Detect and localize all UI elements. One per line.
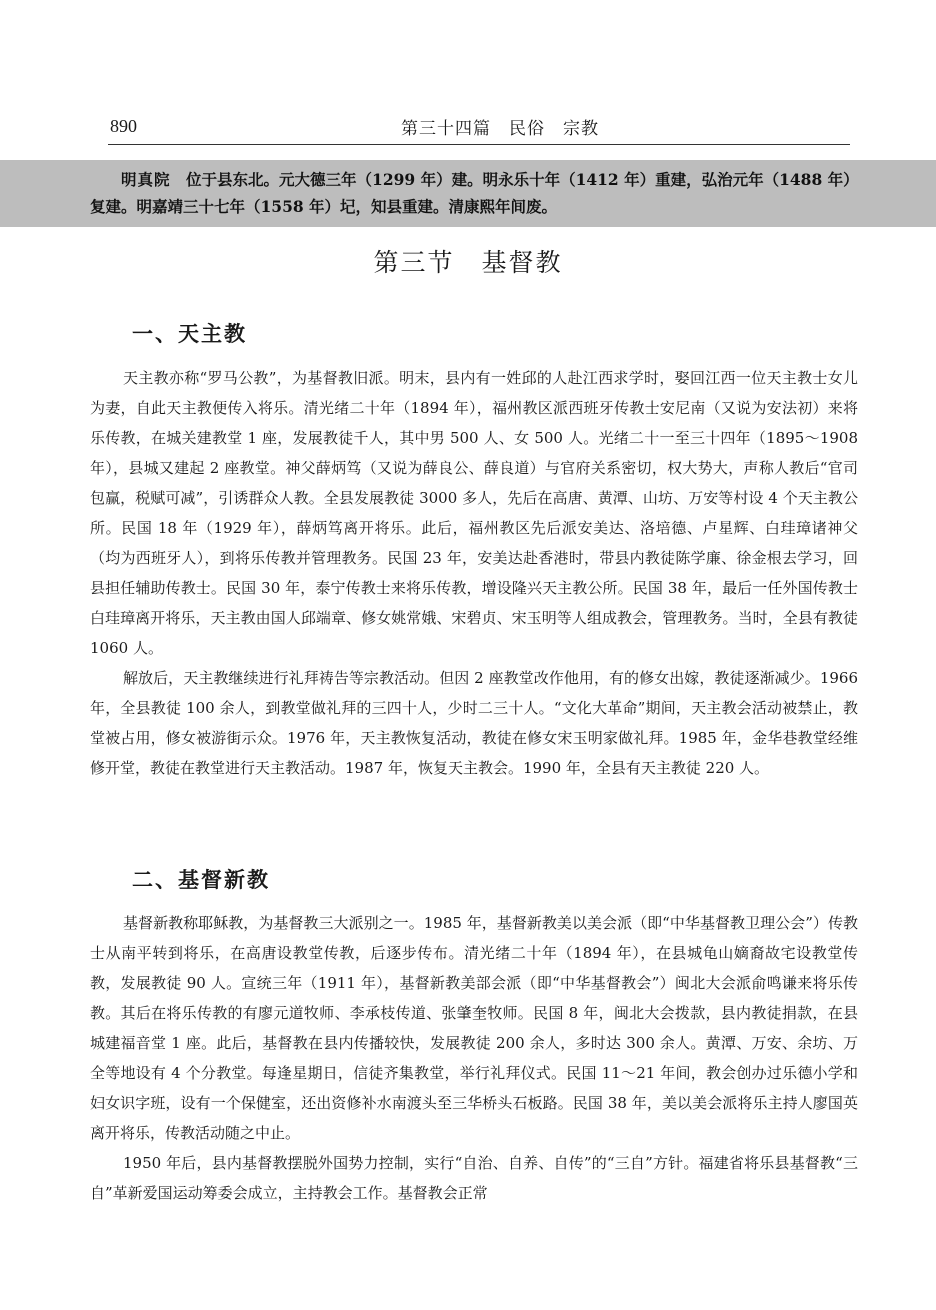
section-title: 第三节 基督教 bbox=[373, 248, 563, 277]
heading-protestant: 二、基督新教 bbox=[132, 867, 270, 892]
heading-catholic: 一、天主教 bbox=[132, 321, 247, 346]
protestant-paragraph-1: 基督新教称耶稣教，为基督教三大派别之一。1985 年，基督新教美以美会派（即“中华基督教卫理公会”）传教士从南平转到将乐，在高唐设教堂传教，后逐步传布。清光绪二十年（1894 年），在县城龟山嫡裔故宅设教堂传教，发展教徒 90 人。宣统三年（1911 年），基督新教美部会派（即“中华基督教会”）闽北大会派俞鸣谦来将乐传教。其后在将乐传教的有廖元道牧师、李承枝传道、张肇奎牧师。民国 8 年，闽北大会拨款，县内教徒捐款，在县城建福音堂 1 座。此后，基督教在县内传播较快，发展教徒 200 余人，多时达 300 余人。黄潭、万安、余坊、万全等地设有 4 个分教堂。每逢星期日，信徒齐集教堂，举行礼拜仪式。民国 11～21 年间，教会创办过乐德小学和妇女识字班，设有一个保健室，还出资修补水南渡头至三华桥头石板路。民国 38 年，美以美会派将乐主持人廖国英离开将乐，传教活动随之中止。 bbox=[90, 914, 858, 1142]
running-head: 第三十四篇 民俗 宗教 bbox=[401, 119, 599, 139]
highlighted-band bbox=[0, 160, 936, 227]
catholic-paragraph-1: 天主教亦称“罗马公教”，为基督教旧派。明末，县内有一姓邱的人赴江西求学时，娶回江西一位天主教士女儿为妻，自此天主教便传入将乐。清光绪二十年（1894 年），福州教区派西班牙传教士安尼南（又说为安法初）来将乐传教，在城关建教堂 1 座，发展教徒千人，其中男 500 人、女 500 人。光绪二十一至三十四年（1895～1908 年），县城又建起 2 座教堂。神父薛炳笃（又说为薛良公、薛良道）与官府关系密切，权大势大，声称人教后“官司包赢，税赋可减”，引诱群众人教。全县发展教徒 3000 多人，先后在高唐、黄潭、山坊、万安等村设 4 个天主教公所。民国 18 年（1929 年），薛炳笃离开将乐。此后，福州教区先后派安美达、洛培德、卢星辉、白珪璋诸神父（均为西班牙人），到将乐传教并管理教务。民国 23 年，安美达赴香港时，带县内教徒陈学廉、徐金根去学习，回县担任辅助传教士。民国 30 年，泰宁传教士来将乐传教，增设隆兴天主教公所。民国 38 年，最后一任外国传教士白珪璋离开将乐，天主教由国人邱端章、修女姚常娥、宋碧贞、宋玉明等人组成教会，管理教务。当时，全县有教徒 1060 人。 bbox=[90, 369, 858, 657]
page-number: 890 bbox=[110, 116, 137, 136]
header-rule bbox=[108, 144, 850, 145]
catholic-body bbox=[90, 363, 858, 783]
page-header bbox=[90, 108, 850, 144]
band-entry-text: 位于县东北。元大德三年（1299 年）建。明永乐十年（1412 年）重建，弘治元年（1488 年）复建。明嘉靖三十七年（1558 年）圮，知县重建。清康熙年间废。 bbox=[90, 170, 859, 216]
band-entry-name: 明真院 bbox=[121, 170, 171, 189]
protestant-body bbox=[90, 908, 858, 1208]
protestant-paragraph-2: 1950 年后，县内基督教摆脱外国势力控制，实行“自治、自养、自传”的“三自”方针。福建省将乐县基督教“三自”革新爱国运动筹委会成立，主持教会工作。基督教会正常 bbox=[90, 1154, 858, 1202]
band-paragraph bbox=[90, 166, 860, 220]
catholic-paragraph-2: 解放后，天主教继续进行礼拜祷告等宗教活动。但因 2 座教堂改作他用，有的修女出嫁，教徒逐渐减少。1966 年，全县教徒 100 余人，到教堂做礼拜的三四十人，少时二三十人。“文化大革命”期间，天主教会活动被禁止，教堂被占用，修女被游街示众。1976 年，天主教恢复活动，教徒在修女宋玉明家做礼拜。1985 年，金华巷教堂经维修开堂，教徒在教堂进行天主教活动。1987 年，恢复天主教会。1990 年，全县有天主教徒 220 人。 bbox=[90, 669, 858, 777]
